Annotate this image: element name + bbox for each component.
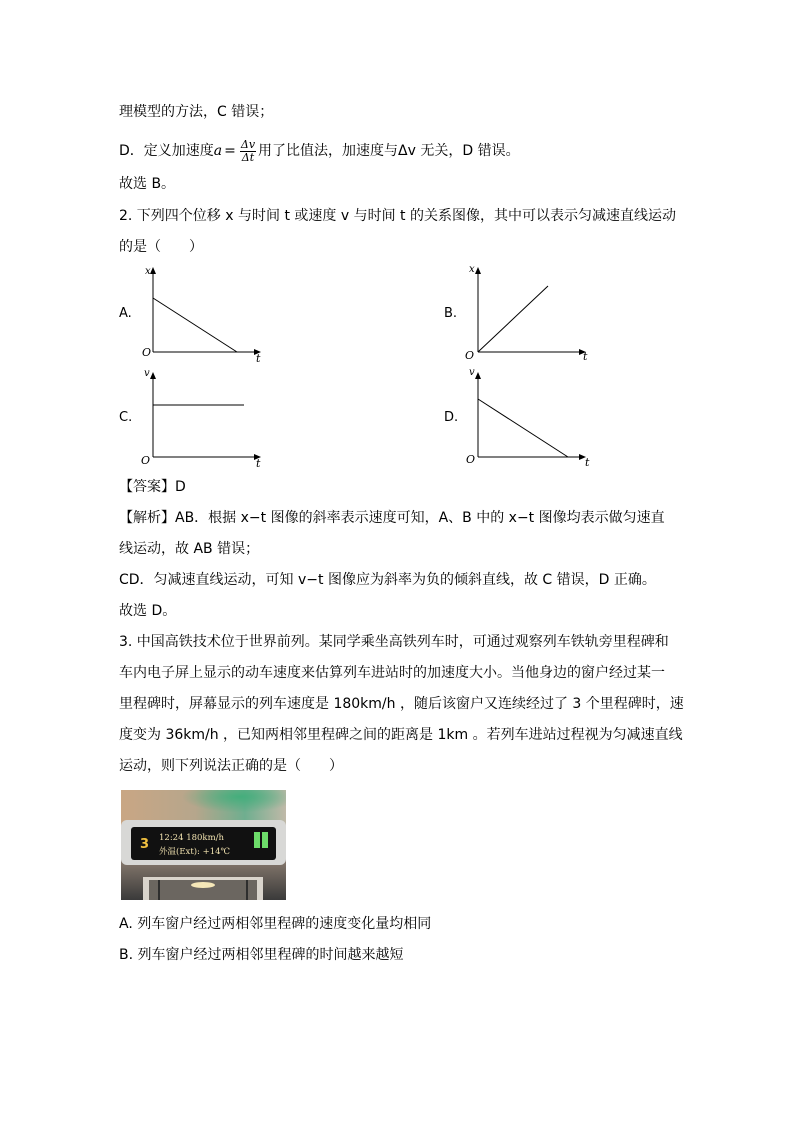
- option-b-y-label: x: [469, 264, 475, 275]
- q1-option-d-suffix: 用了比值法，加速度与Δv 无关，D 错误。: [258, 143, 520, 159]
- q1-option-d-line: [119, 136, 520, 166]
- option-a-plot-line: [153, 298, 237, 352]
- option-a-origin: O: [142, 346, 152, 359]
- option-d-label: D.: [444, 410, 459, 425]
- option-c-origin: O: [141, 454, 151, 467]
- option-d-y-label: v: [469, 367, 475, 378]
- option-a-label: A.: [119, 306, 132, 321]
- q3-option-a: A. 列车窗户经过两相邻里程碑的速度变化量均相同: [119, 916, 432, 932]
- display-temperature: 外温(Ext): +14℃: [159, 847, 231, 857]
- formula-equals: =: [224, 143, 236, 159]
- option-b-x-label: t: [583, 350, 588, 363]
- option-d-plot-line: [478, 399, 568, 457]
- option-b-plot-line: [478, 286, 548, 352]
- option-c-graph: [136, 365, 266, 469]
- option-d-x-label: t: [585, 456, 590, 469]
- option-a-x-label: t: [256, 352, 261, 364]
- q2-analysis-line-2: 线运动，故 AB 错误；: [119, 541, 260, 557]
- q3-option-b: B. 列车窗户经过两相邻里程碑的时间越来越短: [119, 947, 404, 963]
- option-a-y-label: x: [145, 266, 151, 277]
- car-number: 3: [140, 837, 150, 852]
- q2-stem-line-1: 2. 下列四个位移 x 与时间 t 或速度 v 与时间 t 的关系图像，其中可以表示匀减速直线运动: [119, 208, 676, 224]
- option-d-graph: [461, 365, 591, 469]
- formula-variable: a: [213, 143, 223, 159]
- q3-stem-line-5: 运动，则下列说法正确的是（ ）: [119, 758, 343, 774]
- option-b-graph: [461, 262, 591, 364]
- q3-stem-line-1: 3. 中国高铁技术位于世界前列。某同学乘坐高铁列车时，可通过观察列车铁轨旁里程碑和: [119, 634, 669, 650]
- acceleration-fraction: [240, 139, 256, 164]
- q1-option-d-prefix: D．定义加速度: [119, 143, 214, 159]
- option-d-origin: O: [466, 453, 476, 466]
- option-c-label: C.: [119, 410, 133, 425]
- q2-analysis-line-4: 故选 D。: [119, 603, 177, 619]
- option-b-label: B.: [444, 306, 458, 321]
- fraction-denominator: Δt: [241, 150, 255, 164]
- q1-answer-choice: 故选 B。: [119, 176, 176, 192]
- q2-analysis-line-3: CD．匀减速直线运动，可知 v−t 图像应为斜率为负的倾斜直线，故 C 错误，D 正确。: [119, 572, 656, 588]
- q3-stem-line-3: 里程碑时，屏幕显示的列车速度是 180km/h ，随后该窗户又连续经过了 3 个里程碑时，速: [119, 696, 684, 712]
- q1-text-line-1: 理模型的方法，C 错误；: [119, 104, 274, 120]
- q2-answer: 【答案】D: [119, 479, 186, 495]
- train-display-photo: [121, 790, 286, 900]
- option-c-x-label: t: [256, 457, 261, 469]
- q3-stem-line-2: 车内电子屏上显示的动车速度来估算列车进站时的加速度大小。当他身边的窗户经过某一: [119, 665, 665, 681]
- display-time-speed: 12:24 180km/h: [159, 833, 224, 843]
- option-b-origin: O: [465, 349, 475, 362]
- q2-analysis-line-1: 【解析】AB．根据 x−t 图像的斜率表示速度可知，A、B 中的 x−t 图像均表示做匀速直: [119, 510, 665, 526]
- option-c-y-label: v: [144, 368, 150, 379]
- fraction-numerator: Δv: [240, 137, 256, 151]
- option-a-graph: [136, 262, 266, 364]
- q3-stem-line-4: 度变为 36km/h ，已知两相邻里程碑之间的距离是 1km 。若列车进站过程视为匀减速直线: [119, 727, 683, 743]
- q2-stem-line-2: 的是（ ）: [119, 239, 203, 255]
